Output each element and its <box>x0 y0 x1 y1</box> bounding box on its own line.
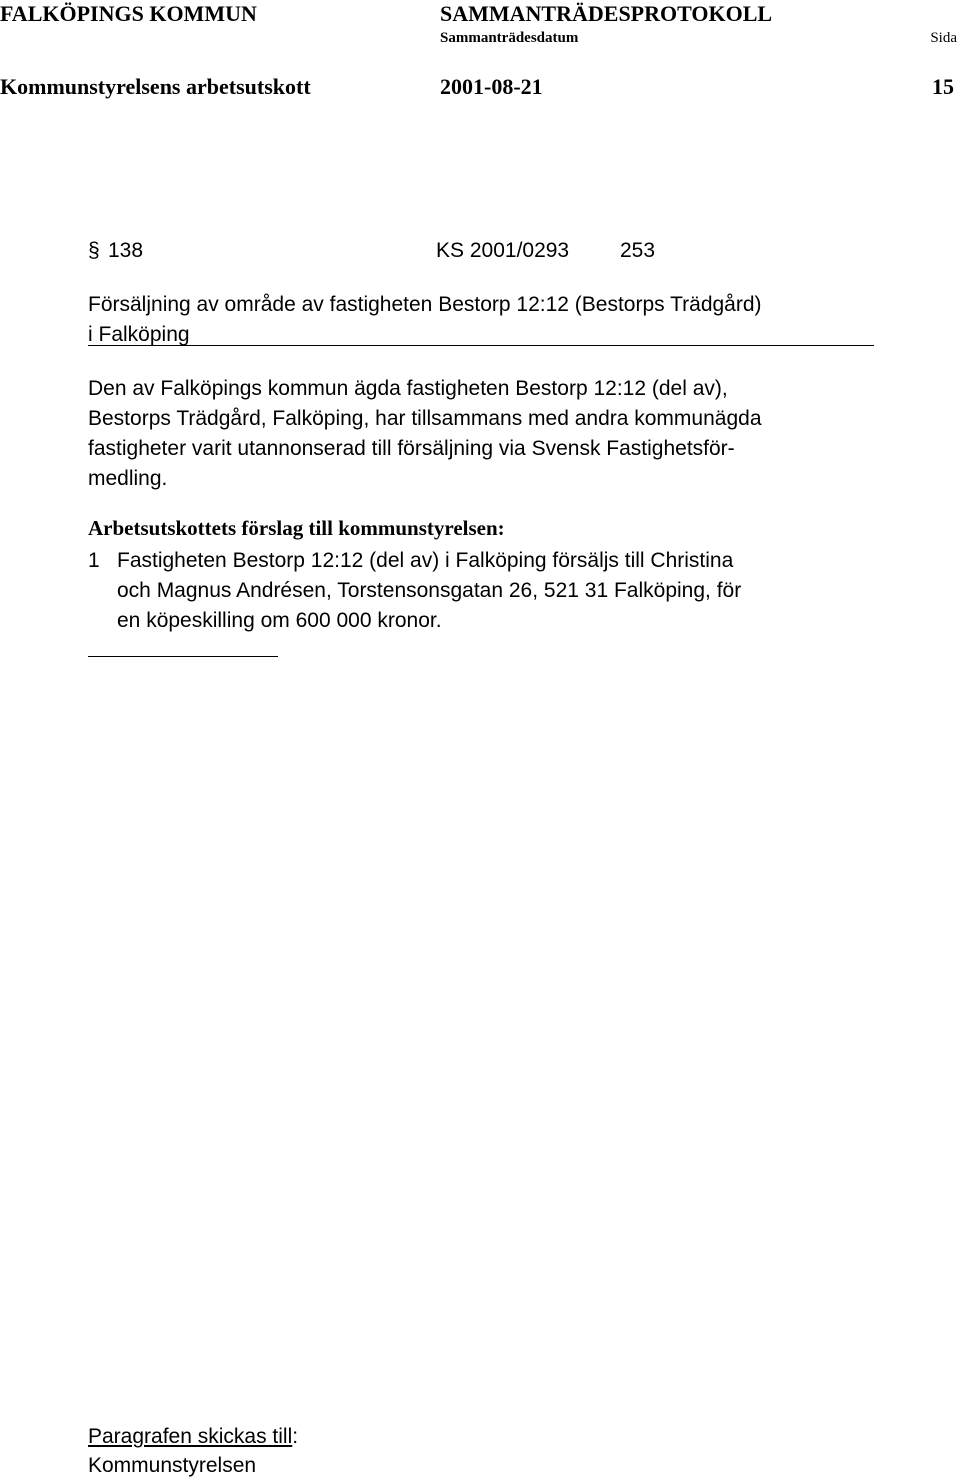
document-type: SAMMANTRÄDESPROTOKOLL <box>440 1 773 26</box>
body-line: Bestorps Trädgård, Falköping, har tillsammans med andra kommunägda <box>88 407 762 430</box>
section-title-line: Försäljning av område av fastigheten Bestorp 12:12 (Bestorps Trädgård) <box>88 293 762 316</box>
distribution-label-text: Paragrafen skickas till <box>88 1425 293 1448</box>
page-label: Sida <box>930 30 957 46</box>
meeting-date: 2001-08-21 <box>440 74 543 99</box>
section-title <box>88 290 874 350</box>
distribution-recipient: Kommunstyrelsen <box>88 1454 257 1477</box>
distribution-label-colon: : <box>292 1425 299 1448</box>
proposal-heading: Arbetsutskottets förslag till kommunstyrelsen: <box>88 516 505 540</box>
proposal-item-text <box>117 546 741 636</box>
section-end-rule <box>88 656 278 657</box>
section-title-line: i Falköping <box>88 323 190 346</box>
section-number: 138 <box>108 239 144 262</box>
body-line: medling. <box>88 467 168 490</box>
proposal-item-line: Fastigheten Bestorp 12:12 (del av) i Falköping försäljs till Christina <box>117 549 734 572</box>
section-symbol: § <box>88 239 100 262</box>
case-number: 253 <box>620 239 656 262</box>
body-line: Den av Falköpings kommun ägda fastigheten Bestorp 12:12 (del av), <box>88 377 728 400</box>
page-number: 15 <box>932 74 954 99</box>
proposal-item-number: 1 <box>88 549 100 572</box>
committee-name: Kommunstyrelsens arbetsutskott <box>0 74 311 99</box>
proposal-item-line: en köpeskilling om 600 000 kronor. <box>117 609 442 632</box>
distribution-label <box>88 1422 298 1452</box>
meeting-date-label: Sammanträdesdatum <box>440 30 579 46</box>
case-reference: KS 2001/0293 <box>436 239 570 262</box>
title-underline <box>88 345 874 346</box>
body-paragraph <box>88 374 888 494</box>
organization-name: FALKÖPINGS KOMMUN <box>0 1 257 26</box>
body-line: fastigheter varit utannonserad till försäljning via Svensk Fastighetsför- <box>88 437 735 460</box>
proposal-item-line: och Magnus Andrésen, Torstensonsgatan 26, 521 31 Falköping, för <box>117 579 742 602</box>
